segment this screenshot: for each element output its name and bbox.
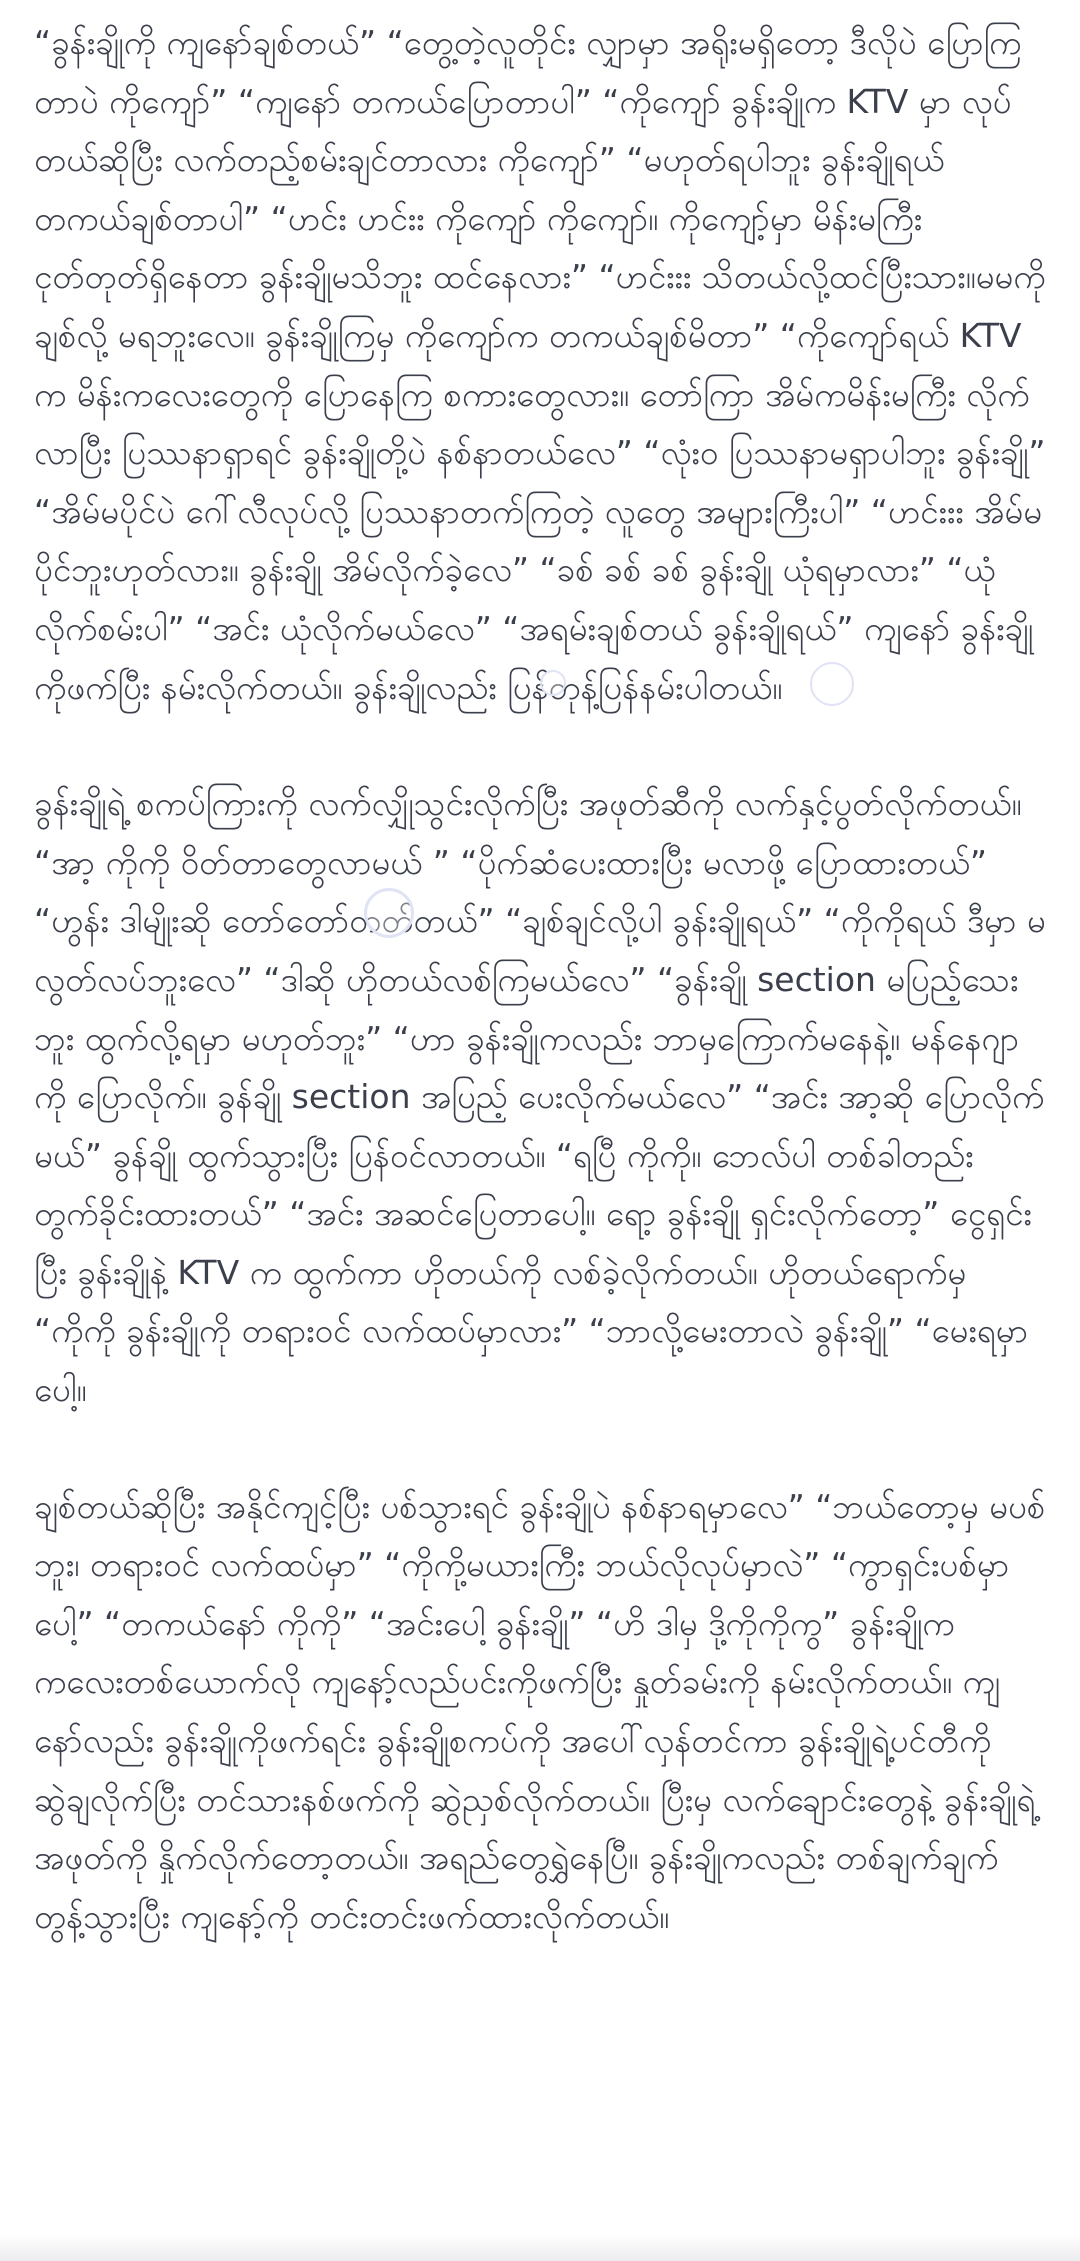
article-body — [34, 14, 1046, 1946]
touch-indicator — [540, 670, 566, 696]
paragraph-3: ချစ်တယ်ဆိုပြီး အနိုင်ကျင့်ပြီး ပစ်သွားရင် ခွန်းချိုပဲ နစ်နာရမှာလေ” “ဘယ်တော့မှ မပစ်ဘူး၊ တရားဝင် လက်ထပ်မှာ” “ကိုကို့မယားကြီး ဘယ်လိုလုပ်မှာလဲ” “ကွာရှင်းပစ်မှာပေါ့” “တကယ်နော် ကိုကို” “အင်းပေါ့ ခွန်းချို” “ဟိ ဒါမှ ဒို့ကိုကိုကွ” ခွန်းချိုက ကလေးတစ်ယောက်လို ကျနော့်လည်ပင်းကိုဖက်ပြီး နှုတ်ခမ်းကို နမ်းလိုက်တယ်။ ကျနော်လည်း ခွန်းချိုကိုဖက်ရင်း ခွန်းချိုစကပ်ကို အပေါ်လှန်တင်ကာ ခွန်းချိုရဲ့ပင်တီကို ဆွဲချလိုက်ပြီး တင်သားနစ်ဖက်ကို ဆွဲညှစ်လိုက်တယ်။ ပြီးမှ လက်ချောင်းတွေနဲ့ ခွန်းချိုရဲ့ အဖုတ်ကို နှိုက်လိုက်တော့တယ်။ အရည်တွေရွှဲနေပြီ။ ခွန်းချိုကလည်း တစ်ချက်ချက် တွန့်သွားပြီး ကျနော့်ကို တင်းတင်းဖက်ထားလိုက်တယ်။ — [34, 1486, 1046, 1936]
paragraph-2: ခွန်းချိုရဲ့ စကပ်ကြားကို လက်လျှိုသွင်းလိုက်ပြီး အဖုတ်ဆီကို လက်နှင့်ပွတ်လိုက်တယ်။ “အာ့ ကိုကို ဝိတ်တာတွေလာမယ် ” “ပိုက်ဆံပေးထားပြီး မလာဖို့ ပြောထားတယ်” “ဟွန်း ဒါမျိုးဆို တော်တော်တတ်တယ်” “ချစ်ချင်လို့ပါ ခွန်းချိုရယ်” “ကိုကိုရယ် ဒီမှာ မလွတ်လပ်ဘူးလေ” “ဒါဆို ဟိုတယ်လစ်ကြမယ်လေ” “ခွန်းချို section မပြည့်သေးဘူး ထွက်လို့ရမှာ မဟုတ်ဘူး” “ဟာ ခွန်းချိုကလည်း ဘာမှကြောက်မနေနဲ့။ မန်နေဂျာကို ပြောလိုက်။ ခွန်ချို section အပြည့် ပေးလိုက်မယ်လေ” “အင်း အာ့ဆို ပြောလိုက်မယ်” ခွန်ချို ထွက်သွားပြီး ပြန်ဝင်လာတယ်။ “ရပြီ ကိုကို။ ဘေလ်ပါ တစ်ခါတည်း တွက်ခိုင်းထားတယ်” “အင်း အဆင်ပြေတာပေါ့။ ရော့ ခွန်းချို ရှင်းလိုက်တော့” ငွေရှင်းပြီး ခွန်းချိုနဲ့ KTV က ထွက်ကာ ဟိုတယ်ကို လစ်ခဲ့လိုက်တယ်။ ဟိုတယ်ရောက်မှ “ကိုကို ခွန်းချိုကို တရားဝင် လက်ထပ်မှာလား” “ဘာလို့မေးတာလဲ ခွန်းချို” “မေးရမှာပေါ့။ — [34, 784, 1046, 1410]
touch-indicator — [810, 662, 854, 706]
scroll-fade — [0, 2235, 1080, 2261]
paragraph-1: “ခွန်းချိုကို ကျနော်ချစ်တယ်” “တွေ့တဲ့လူတိုင်း လျှာမှာ အရိုးမရှိတော့ ဒီလိုပဲ ပြောကြတာပဲ ကိုကျော်” “ကျနော် တကယ်ပြောတာပါ” “ကိုကျော် ခွန်းချိုက KTV မှာ လုပ်တယ်ဆိုပြီး လက်တည့်စမ်းချင်တာလား ကိုကျော်” “မဟုတ်ရပါဘူး ခွန်းချိုရယ် တကယ်ချစ်တာပါ” “ဟင်း ဟင်းး ကိုကျော် ကိုကျော်။ ကိုကျော့်မှာ မိန်းမကြီး ငုတ်တုတ်ရှိနေတာ ခွန်းချိုမသိဘူး ထင်နေလား” “ဟင်းးး သိတယ်လို့ထင်ပြီးသား။မမကို ချစ်လို့ မရဘူးလေ။ ခွန်းချိုကြမှ ကိုကျော်က တကယ်ချစ်မိတာ” “ကိုကျော်ရယ် KTV က မိန်းကလေးတွေကို ပြောနေကြ စကားတွေလား။ တော်ကြာ အိမ်ကမိန်းမကြီး လိုက်လာပြီး ပြဿနာရှာရင် ခွန်းချိုတို့ပဲ နစ်နာတယ်လေ” “လုံး၀ ပြဿနာမရှာပါဘူး ခွန်းချို” “အိမ်မပိုင်ပဲ ဂေါ်လီလုပ်လို့ ပြဿနာတက်ကြတဲ့ လူတွေ အများကြီးပါ” “ဟင်းးး အိမ်မပိုင်ဘူးဟုတ်လား။ ခွန်းချို အိမ်လိုက်ခဲ့လေ” “ခစ် ခစ် ခစ် ခွန်းချို ယုံရမှာလား” “ယုံလိုက်စမ်းပါ” “အင်း ယုံလိုက်မယ်လေ” “အရမ်းချစ်တယ် ခွန်းချိုရယ်” ကျနော် ခွန်းချိုကိုဖက်ပြီး နမ်းလိုက်တယ်။ ခွန်းချိုလည်း ပြန်တုန့်ပြန်နမ်းပါတယ်။ — [34, 23, 1046, 707]
touch-indicator — [364, 888, 414, 938]
